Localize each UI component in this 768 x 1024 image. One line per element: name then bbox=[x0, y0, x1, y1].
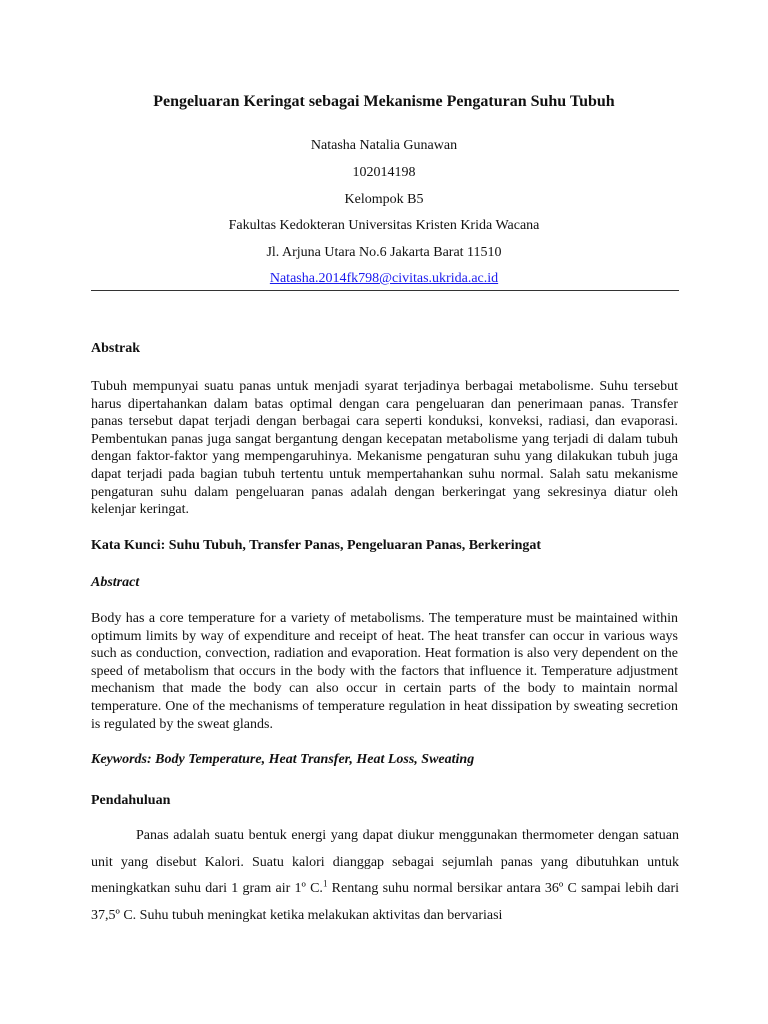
faculty-name: Fakultas Kedokteran Universitas Kristen Krida Wacana bbox=[228, 218, 540, 233]
abstrak-body: Tubuh mempunyai suatu panas untuk menjadi syarat terjadinya berbagai metabolisme. Suhu tersebut harus dipertahankan dalam batas optimal dengan cara pengeluaran dan penerimaan panas. Transfer panas tersebut dapat terjadi dengan berbagai cara seperti konduksi, konveksi, radiasi, dan evaporasi. Pembentukan panas juga sangat bergantung dengan kecepatan metabolisme yang terjadi di dalam tubuh dengan faktor-faktor yang mempengaruhinya. Mekanisme pengaturan suhu yang dilakukan tubuh juga dapat terjadi pada bagian tubuh tertentu untuk mempertahankan suhu normal. Salah satu mekanisme pengaturan suhu dalam pengeluaran panas adalah dengan berkeringat yang sekresinya diatur oleh kelenjar keringat. bbox=[91, 379, 678, 518]
address: Jl. Arjuna Utara No.6 Jakarta Barat 11510 bbox=[266, 245, 502, 260]
abstract-heading: Abstract bbox=[91, 575, 140, 590]
document-title: Pengeluaran Keringat sebagai Mekanisme Pengaturan Suhu Tubuh bbox=[153, 93, 615, 110]
pendahuluan-text-1: Panas adalah suatu bentuk energi yang dapat diukur menggunakan thermometer dengan satuan unit yang disebut Kalori. Suatu kalori dianggap sebagai sejumlah panas yang dibutuhkan untuk meningkatkan suhu dari 1 gram air 1º C. bbox=[91, 828, 679, 897]
pendahuluan-text-2: Rentang suhu normal bersikar antara 36º C sampai lebih dari 37,5º C. Suhu tubuh meningkat ketika melakukan aktivitas dan bervariasi bbox=[91, 881, 679, 924]
pendahuluan-heading: Pendahuluan bbox=[91, 793, 171, 808]
abstract-body: Body has a core temperature for a variety of metabolisms. The temperature must be maintained within optimum limits by way of expenditure and receipt of heat. The heat transfer can occur in various ways such as conduction, convection, radiation and evaporation. Heat formation is also very dependent on the speed of metabolism that occurs in the body with the factors that influence it. Temperature adjustment mechanism that made the body can also occur in certain parts of the body to maintain normal temperature. One of the mechanisms of temperature regulation in heat dissipation by sweating secretion is regulated by the sweat glands. bbox=[91, 611, 678, 732]
group-name: Kelompok B5 bbox=[344, 192, 424, 207]
footnote-ref[interactable]: 1 bbox=[322, 878, 328, 889]
pendahuluan-body bbox=[91, 823, 679, 930]
email-link[interactable]: Natasha.2014fk798@civitas.ukrida.ac.id bbox=[269, 271, 499, 286]
author-name: Natasha Natalia Gunawan bbox=[310, 138, 458, 153]
kata-kunci: Kata Kunci: Suhu Tubuh, Transfer Panas, Pengeluaran Panas, Berkeringat bbox=[91, 538, 542, 553]
email-line bbox=[0, 271, 768, 287]
header-divider bbox=[91, 290, 679, 291]
keywords: Keywords: Body Temperature, Heat Transfer, Heat Loss, Sweating bbox=[91, 752, 475, 767]
abstrak-heading: Abstrak bbox=[91, 341, 141, 356]
student-id: 102014198 bbox=[352, 165, 416, 180]
